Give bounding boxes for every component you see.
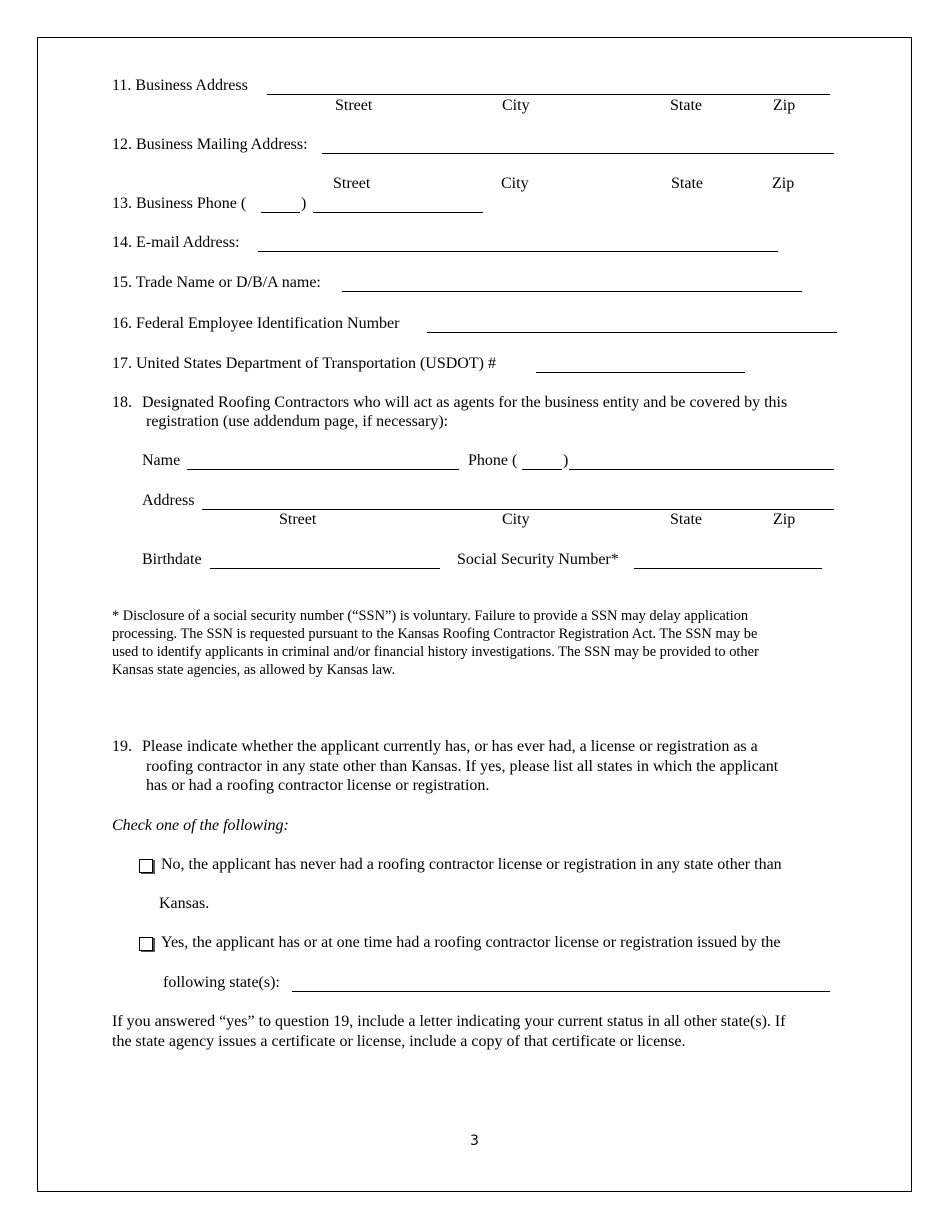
ssn-disclosure-line1: * Disclosure of a social security number (“SSN”) is voluntary. Failure to provide a SSN may delay application bbox=[112, 608, 749, 624]
email-field[interactable] bbox=[258, 251, 778, 252]
ssn-field[interactable] bbox=[634, 568, 822, 569]
phone-paren-close: ) bbox=[301, 195, 307, 212]
page-number: 3 bbox=[470, 1133, 479, 1149]
footer-note-line2: the state agency issues a certificate or license, include a copy of that certificate or license. bbox=[112, 1033, 686, 1050]
item18-text-line2: registration (use addendum page, if necessary): bbox=[146, 413, 449, 430]
business-address-field[interactable] bbox=[267, 94, 830, 95]
agent-phone-label: Phone ( bbox=[468, 452, 518, 469]
ssn-disclosure-line4: Kansas state agencies, as allowed by Kansas law. bbox=[112, 662, 396, 678]
option-yes-line1: Yes, the applicant has or at one time had a roofing contractor license or registration issued by the bbox=[161, 934, 781, 951]
street-caption: Street bbox=[279, 511, 317, 528]
email-label: 14. E-mail Address: bbox=[112, 234, 240, 251]
option-yes-line2: following state(s): bbox=[163, 974, 280, 991]
business-phone-label: 13. Business Phone ( bbox=[112, 195, 247, 212]
agent-phone-field[interactable] bbox=[569, 469, 834, 470]
item19-line3: has or had a roofing contractor license or registration. bbox=[146, 777, 490, 794]
agent-phone-area-field[interactable] bbox=[522, 469, 562, 470]
item19-line2: roofing contractor in any state other than Kansas. If yes, please list all states in which the applicant bbox=[146, 758, 779, 775]
check-instruction: Check one of the following: bbox=[112, 817, 289, 834]
business-address-label: 11. Business Address bbox=[112, 77, 248, 94]
option-no-line1: No, the applicant has never had a roofing contractor license or registration in any state other than bbox=[161, 856, 782, 873]
agent-address-label: Address bbox=[142, 492, 195, 509]
mailing-address-label: 12. Business Mailing Address: bbox=[112, 136, 308, 153]
states-field[interactable] bbox=[292, 991, 830, 992]
trade-name-label: 15. Trade Name or D/B/A name: bbox=[112, 274, 321, 291]
ssn-label: Social Security Number* bbox=[457, 551, 619, 568]
footer-note-line1: If you answered “yes” to question 19, include a letter indicating your current status in all other state(s). If bbox=[112, 1013, 786, 1030]
option-no-line2: Kansas. bbox=[159, 895, 210, 912]
item18-text-line1: Designated Roofing Contractors who will act as agents for the business entity and be covered by this bbox=[142, 394, 788, 411]
item18-number: 18. bbox=[112, 394, 132, 411]
no-checkbox[interactable] bbox=[139, 859, 153, 873]
ssn-disclosure-line3: used to identify applicants in criminal and/or financial history investigations. The SSN may be provided to other bbox=[112, 644, 759, 660]
agent-address-field[interactable] bbox=[202, 509, 834, 510]
zip-caption: Zip bbox=[772, 175, 795, 192]
city-caption: City bbox=[501, 175, 529, 192]
agent-name-field[interactable] bbox=[187, 469, 459, 470]
business-phone-field[interactable] bbox=[313, 212, 483, 213]
phone-area-code-field[interactable] bbox=[261, 212, 300, 213]
state-caption: State bbox=[670, 511, 702, 528]
trade-name-field[interactable] bbox=[342, 291, 802, 292]
fein-field[interactable] bbox=[427, 332, 837, 333]
ssn-disclosure-line2: processing. The SSN is requested pursuant to the Kansas Roofing Contractor Registration Act. The SSN may be bbox=[112, 626, 758, 642]
state-caption: State bbox=[671, 175, 703, 192]
usdot-field[interactable] bbox=[536, 372, 745, 373]
street-caption: Street bbox=[335, 97, 373, 114]
zip-caption: Zip bbox=[773, 97, 796, 114]
usdot-label: 17. United States Department of Transportation (USDOT) # bbox=[112, 355, 496, 372]
birthdate-label: Birthdate bbox=[142, 551, 202, 568]
zip-caption: Zip bbox=[773, 511, 796, 528]
city-caption: City bbox=[502, 97, 530, 114]
item19-line1: Please indicate whether the applicant currently has, or has ever had, a license or registration as a bbox=[142, 738, 758, 755]
mailing-address-field[interactable] bbox=[322, 153, 834, 154]
agent-phone-paren-close: ) bbox=[563, 452, 569, 469]
item19-number: 19. bbox=[112, 738, 132, 755]
fein-label: 16. Federal Employee Identification Number bbox=[112, 315, 400, 332]
agent-name-label: Name bbox=[142, 452, 181, 469]
birthdate-field[interactable] bbox=[210, 568, 440, 569]
city-caption: City bbox=[502, 511, 530, 528]
yes-checkbox[interactable] bbox=[139, 937, 153, 951]
street-caption: Street bbox=[333, 175, 371, 192]
state-caption: State bbox=[670, 97, 702, 114]
